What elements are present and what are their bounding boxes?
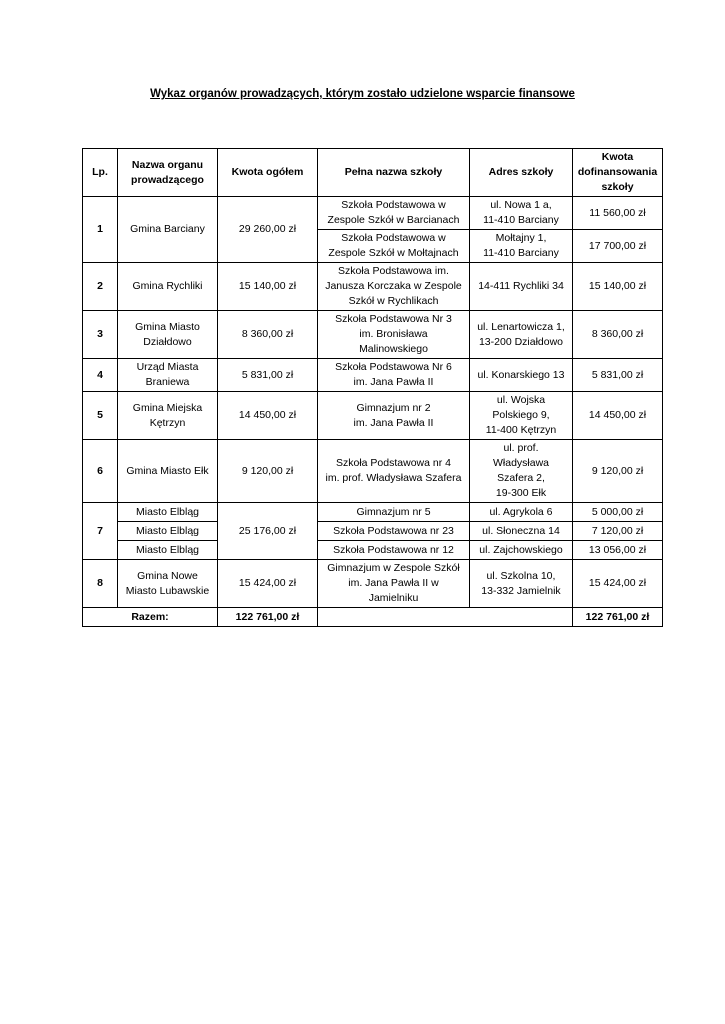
cell-kwota: 11 560,00 zł [573,197,663,230]
cell-kwota: 14 450,00 zł [573,392,663,440]
table-row [83,560,663,608]
cell-organ: Miasto Elbląg [118,541,218,560]
cell-kwota-ogolem: 15 140,00 zł [218,263,318,311]
cell-szkola: Szkoła Podstawowa w Zespole Szkół w Barcianach [318,197,470,230]
cell-organ: Gmina Nowe Miasto Lubawskie [118,560,218,608]
cell-kwota: 5 000,00 zł [573,503,663,522]
cell-szkola: Szkoła Podstawowa w Zespole Szkół w Mołtajnach [318,230,470,263]
cell-szkola: Szkoła Podstawowa nr 12 [318,541,470,560]
table-row [83,541,663,560]
cell-adres: ul. Zajchowskiego [470,541,573,560]
cell-organ: Gmina Miasto Ełk [118,440,218,503]
total-row [83,608,663,627]
cell-organ: Miasto Elbląg [118,503,218,522]
cell-adres: ul. Szkolna 10, 13-332 Jamielnik [470,560,573,608]
table-row [83,522,663,541]
cell-szkola: Szkoła Podstawowa Nr 6 im. Jana Pawła II [318,359,470,392]
cell-kwota: 5 831,00 zł [573,359,663,392]
cell-lp: 6 [83,440,118,503]
cell-szkola: Gimnazjum nr 5 [318,503,470,522]
table-row [83,311,663,359]
cell-szkola: Szkoła Podstawowa im. Janusza Korczaka w Zespole Szkół w Rychlikach [318,263,470,311]
total-label: Razem: [83,608,218,627]
table-row [83,440,663,503]
cell-kwota: 13 056,00 zł [573,541,663,560]
cell-adres: ul. Wojska Polskiego 9, 11-400 Kętrzyn [470,392,573,440]
table-header-row [83,149,663,197]
cell-lp: 3 [83,311,118,359]
cell-lp: 4 [83,359,118,392]
cell-organ: Urząd Miasta Braniewa [118,359,218,392]
cell-kwota: 15 424,00 zł [573,560,663,608]
cell-kwota-ogolem: 25 176,00 zł [218,503,318,560]
header-kwota-szkoly: Kwota dofinansowania szkoły [573,149,663,197]
cell-kwota-ogolem: 5 831,00 zł [218,359,318,392]
table-row [83,263,663,311]
header-szkola: Pełna nazwa szkoły [318,149,470,197]
cell-kwota: 7 120,00 zł [573,522,663,541]
header-kwota-ogolem: Kwota ogółem [218,149,318,197]
cell-szkola: Gimnazjum nr 2 im. Jana Pawła II [318,392,470,440]
cell-adres: ul. Nowa 1 a, 11-410 Barciany [470,197,573,230]
cell-lp: 5 [83,392,118,440]
header-adres: Adres szkoły [470,149,573,197]
table-row [83,197,663,230]
cell-lp: 7 [83,503,118,560]
cell-adres: ul. prof. Władysława Szafera 2, 19-300 Ełk [470,440,573,503]
cell-organ: Gmina Miejska Kętrzyn [118,392,218,440]
total-kwota-szkoly: 122 761,00 zł [573,608,663,627]
cell-lp: 1 [83,197,118,263]
total-kwota-ogolem: 122 761,00 zł [218,608,318,627]
cell-szkola: Szkoła Podstawowa Nr 3 im. Bronisława Malinowskiego [318,311,470,359]
cell-organ: Gmina Rychliki [118,263,218,311]
cell-kwota-ogolem: 14 450,00 zł [218,392,318,440]
cell-szkola: Szkoła Podstawowa nr 4 im. prof. Władysława Szafera [318,440,470,503]
cell-kwota: 15 140,00 zł [573,263,663,311]
cell-kwota-ogolem: 29 260,00 zł [218,197,318,263]
support-table [82,148,663,627]
cell-kwota-ogolem: 9 120,00 zł [218,440,318,503]
cell-kwota: 17 700,00 zł [573,230,663,263]
cell-lp: 8 [83,560,118,608]
cell-szkola: Szkoła Podstawowa nr 23 [318,522,470,541]
cell-kwota-ogolem: 8 360,00 zł [218,311,318,359]
document-title: Wykaz organów prowadzących, którym zostało udzielone wsparcie finansowe [150,88,575,100]
cell-adres: ul. Konarskiego 13 [470,359,573,392]
cell-kwota: 8 360,00 zł [573,311,663,359]
cell-adres: Mołtajny 1, 11-410 Barciany [470,230,573,263]
header-organ: Nazwa organu prowadzącego [118,149,218,197]
cell-organ: Gmina Barciany [118,197,218,263]
cell-adres: ul. Słoneczna 14 [470,522,573,541]
cell-kwota: 9 120,00 zł [573,440,663,503]
table-row [83,392,663,440]
header-lp: Lp. [83,149,118,197]
cell-kwota-ogolem: 15 424,00 zł [218,560,318,608]
table-row [83,503,663,522]
cell-organ: Miasto Elbląg [118,522,218,541]
cell-organ: Gmina Miasto Działdowo [118,311,218,359]
cell-szkola: Gimnazjum w Zespole Szkół im. Jana Pawła II w Jamielniku [318,560,470,608]
cell-adres: ul. Lenartowicza 1, 13-200 Działdowo [470,311,573,359]
cell-adres: ul. Agrykola 6 [470,503,573,522]
cell-adres: 14-411 Rychliki 34 [470,263,573,311]
table-row [83,359,663,392]
total-empty-cell [318,608,573,627]
cell-lp: 2 [83,263,118,311]
